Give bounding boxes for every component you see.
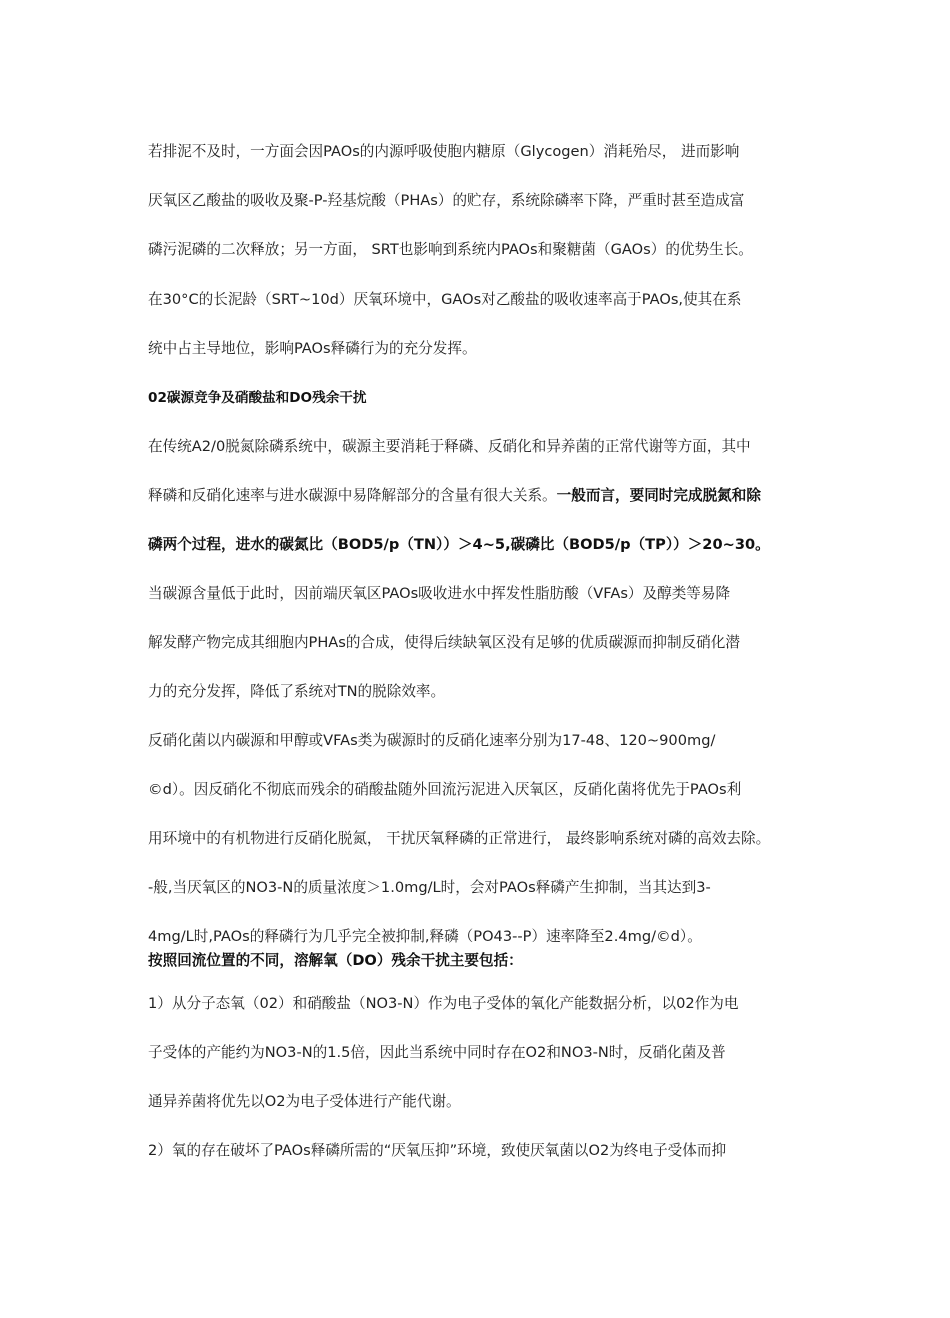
paragraph-1-line-2: 厌氧区乙酸盐的吸收及聚-P-羟基烷酸（PHAs）的贮存，系统除磷率下降，严重时甚至造成富 — [148, 192, 745, 209]
paragraph-1-line-3: 磷污泥磷的二次释放；另一方面， SRT也影响到系统内PAOs和聚糖菌（GAOs）的优势生长。 — [148, 241, 753, 258]
list-item-1-line-1: 1）从分子态氧（02）和硝酸盐（NO3-N）作为电子受体的氧化产能数据分析，以02作为电 — [148, 995, 739, 1012]
list-intro-heading: 按照回流位置的不同，溶解氧（DO）残余干扰主要包括： — [148, 952, 523, 969]
paragraph-2-line-1: 在传统A2/0脱氮除磷系统中，碳源主要消耗于释磷、反硝化和异养菌的正常代谢等方面，其中 — [148, 438, 751, 455]
paragraph-2-line-2-bold: 一般而言，要同时完成脱氮和除 — [556, 487, 761, 504]
paragraph-4-line-1: 反硝化菌以内碳源和甲醇或VFAs类为碳源时的反硝化速率分别为17-48、120~900mg/ — [148, 732, 716, 749]
paragraph-2-line-2-normal: 释磷和反硝化速率与进水碳源中易降解部分的含量有很大关系。 — [148, 487, 557, 504]
paragraph-1-line-5: 统中占主导地位，影响PAOs释磷行为的充分发挥。 — [148, 340, 477, 357]
section-heading: 02碳源竞争及硝酸盐和DO残余干扰 — [148, 390, 367, 406]
paragraph-3-line-1: 当碳源含量低于此时，因前端厌氧区PAOs吸收进水中挥发性脂肪酸（VFAs）及醇类等易降 — [148, 585, 731, 602]
paragraph-4-line-2: ©d）。因反硝化不彻底而残余的硝酸盐随外回流污泥进入厌氧区，反硝化菌将优先于PAOs利 — [148, 781, 742, 798]
paragraph-3-line-3: 力的充分发挥，降低了系统对TN的脱除效率。 — [148, 683, 446, 700]
paragraph-2-line-3: 磷两个过程，进水的碳氮比（BOD5/p（TN））＞4~5,碳磷比（BOD5/p（TP））＞20~30。 — [148, 536, 770, 553]
paragraph-4-line-5: 4mg/L时,PAOs的释磷行为几乎完全被抑制,释磷（PO43--P）速率降至2.4mg/©d）。 — [148, 928, 702, 945]
list-item-1-line-3: 通异养菌将优先以O2为电子受体进行产能代谢。 — [148, 1093, 461, 1110]
paragraph-4-line-4: -般,当厌氧区的NO3-N的质量浓度＞1.0mg/L时，会对PAOs释磷产生抑制，当其达到3- — [148, 879, 711, 896]
list-item-1-line-2: 子受体的产能约为NO3-N的1.5倍，因此当系统中同时存在O2和NO3-N时，反硝化菌及普 — [148, 1044, 726, 1061]
paragraph-1-line-1: 若排泥不及时，一方面会因PAOs的内源呼吸使胞内糖原（Glycogen）消耗殆尽， 进而影响 — [148, 143, 740, 160]
paragraph-1-line-4: 在30°C的长泥龄（SRT~10d）厌氧环境中，GAOs对乙酸盐的吸收速率高于PAOs,使其在系 — [148, 291, 742, 308]
paragraph-4-line-3: 用环境中的有机物进行反硝化脱氮， 干扰厌氧释磷的正常进行， 最终影响系统对磷的高效去除。 — [148, 830, 771, 847]
list-item-2-line-1: 2）氧的存在破坏了PAOs释磷所需的“厌氧压抑”环境，致使厌氧菌以O2为终电子受体而抑 — [148, 1142, 727, 1159]
paragraph-3-line-2: 解发酵产物完成其细胞内PHAs的合成，使得后续缺氧区没有足够的优质碳源而抑制反硝化潜 — [148, 634, 740, 651]
paragraph-2-line-2 — [148, 486, 808, 506]
